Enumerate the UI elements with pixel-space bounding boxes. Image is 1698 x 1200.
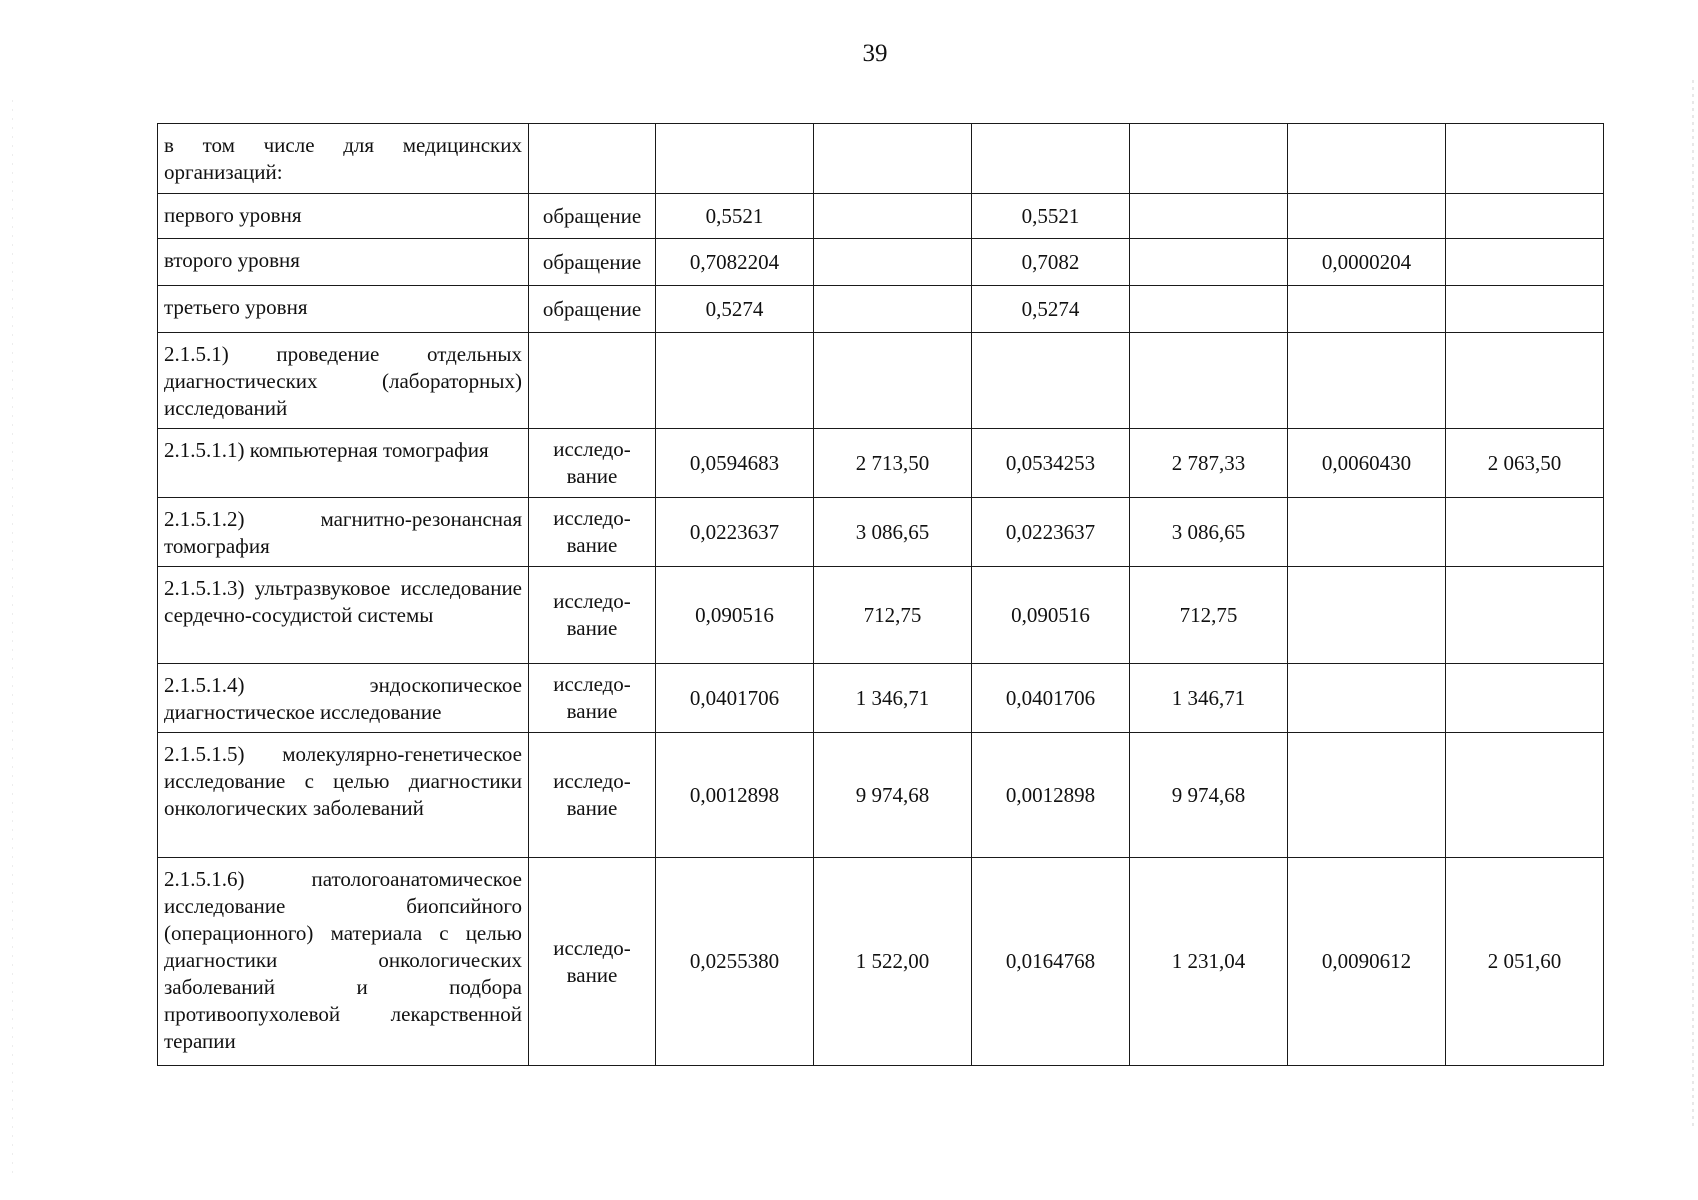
value-cell xyxy=(1288,498,1446,567)
value-cell: 0,090516 xyxy=(972,567,1130,664)
value-cell xyxy=(1446,664,1604,733)
row-name-cell xyxy=(158,664,529,733)
row-unit-cell: исследо-вание xyxy=(529,429,656,498)
value-cell xyxy=(1288,286,1446,333)
row-name-cell xyxy=(158,567,529,664)
value-cell: 712,75 xyxy=(814,567,972,664)
row-name: 2.1.5.1.6) патологоанатомическое исследование биопсийного (операционного) материала с целью диагностики онкологических заболеваний и подбора противоопухолевой лекарственной терапии xyxy=(164,867,522,1053)
table-row xyxy=(158,498,1604,567)
value-cell xyxy=(1288,333,1446,429)
row-name-cell xyxy=(158,858,529,1066)
row-name: 2.1.5.1.2) магнитно-резонансная томография xyxy=(164,507,522,558)
row-name: 2.1.5.1.4) эндоскопическое диагностическое исследование xyxy=(164,673,522,724)
table-row xyxy=(158,194,1604,239)
value-cell xyxy=(814,194,972,239)
table-row xyxy=(158,239,1604,286)
value-cell: 0,0090612 xyxy=(1288,858,1446,1066)
row-name: второго уровня xyxy=(164,248,300,272)
value-cell: 0,0401706 xyxy=(656,664,814,733)
value-cell: 3 086,65 xyxy=(814,498,972,567)
row-name-cell xyxy=(158,239,529,286)
value-cell: 2 713,50 xyxy=(814,429,972,498)
row-name: 2.1.5.1) проведение отдельных диагностических (лабораторных) исследований xyxy=(164,342,522,420)
row-unit-cell xyxy=(529,333,656,429)
value-cell xyxy=(1130,194,1288,239)
scan-edge-right xyxy=(1692,80,1694,1130)
row-name-cell xyxy=(158,124,529,194)
value-cell: 0,5521 xyxy=(972,194,1130,239)
value-cell: 1 346,71 xyxy=(814,664,972,733)
row-name: в том числе для медицинских организаций: xyxy=(164,133,522,184)
row-name-cell xyxy=(158,429,529,498)
value-cell: 1 346,71 xyxy=(1130,664,1288,733)
value-cell xyxy=(1288,664,1446,733)
value-cell: 0,5274 xyxy=(972,286,1130,333)
value-cell: 9 974,68 xyxy=(814,733,972,858)
value-cell: 1 231,04 xyxy=(1130,858,1288,1066)
value-cell: 0,7082 xyxy=(972,239,1130,286)
value-cell xyxy=(1288,567,1446,664)
value-cell xyxy=(1446,194,1604,239)
value-cell xyxy=(1288,733,1446,858)
row-name-cell xyxy=(158,286,529,333)
value-cell: 0,0223637 xyxy=(656,498,814,567)
value-cell xyxy=(1446,567,1604,664)
row-unit-cell: исследо-вание xyxy=(529,498,656,567)
scan-edge-left xyxy=(12,100,13,1180)
value-cell xyxy=(1446,124,1604,194)
row-name-cell xyxy=(158,333,529,429)
value-cell xyxy=(1446,733,1604,858)
value-cell xyxy=(814,286,972,333)
row-unit-cell: исследо-вание xyxy=(529,858,656,1066)
value-cell: 0,5521 xyxy=(656,194,814,239)
value-cell xyxy=(1130,286,1288,333)
value-cell xyxy=(814,239,972,286)
value-cell: 2 063,50 xyxy=(1446,429,1604,498)
value-cell: 0,090516 xyxy=(656,567,814,664)
table-row xyxy=(158,567,1604,664)
row-name: 2.1.5.1.3) ультразвуковое исследование сердечно-сосудистой системы xyxy=(164,576,522,627)
row-name: 2.1.5.1.1) компьютерная томография xyxy=(164,438,489,462)
row-name: 2.1.5.1.5) молекулярно-генетическое исследование с целью диагностики онкологических заболеваний xyxy=(164,742,522,820)
value-cell: 0,0534253 xyxy=(972,429,1130,498)
row-unit-cell: обращение xyxy=(529,194,656,239)
value-cell: 712,75 xyxy=(1130,567,1288,664)
table-row xyxy=(158,429,1604,498)
value-cell: 2 051,60 xyxy=(1446,858,1604,1066)
table-row xyxy=(158,858,1604,1066)
table-row xyxy=(158,664,1604,733)
value-cell: 0,0000204 xyxy=(1288,239,1446,286)
value-cell: 0,0594683 xyxy=(656,429,814,498)
value-cell: 0,7082204 xyxy=(656,239,814,286)
row-unit-cell xyxy=(529,124,656,194)
data-table xyxy=(157,123,1604,1066)
value-cell xyxy=(1288,124,1446,194)
value-cell: 3 086,65 xyxy=(1130,498,1288,567)
value-cell: 0,0060430 xyxy=(1288,429,1446,498)
row-name-cell xyxy=(158,194,529,239)
row-unit-cell: исследо-вание xyxy=(529,733,656,858)
value-cell: 0,0255380 xyxy=(656,858,814,1066)
value-cell xyxy=(1130,124,1288,194)
table-row xyxy=(158,733,1604,858)
value-cell xyxy=(1446,498,1604,567)
row-unit-cell: обращение xyxy=(529,239,656,286)
value-cell: 0,0012898 xyxy=(656,733,814,858)
value-cell xyxy=(1446,239,1604,286)
value-cell: 0,0401706 xyxy=(972,664,1130,733)
value-cell xyxy=(814,333,972,429)
value-cell xyxy=(1130,333,1288,429)
table-row xyxy=(158,124,1604,194)
value-cell: 0,0223637 xyxy=(972,498,1130,567)
row-unit-cell: исследо-вание xyxy=(529,664,656,733)
table-row xyxy=(158,333,1604,429)
page-number: 39 xyxy=(862,40,888,67)
value-cell: 0,5274 xyxy=(656,286,814,333)
value-cell xyxy=(814,124,972,194)
value-cell xyxy=(1446,286,1604,333)
row-name: первого уровня xyxy=(164,203,302,227)
value-cell: 9 974,68 xyxy=(1130,733,1288,858)
row-name-cell xyxy=(158,498,529,567)
value-cell: 1 522,00 xyxy=(814,858,972,1066)
value-cell xyxy=(1130,239,1288,286)
row-unit-cell: обращение xyxy=(529,286,656,333)
value-cell xyxy=(1288,194,1446,239)
value-cell: 2 787,33 xyxy=(1130,429,1288,498)
value-cell xyxy=(1446,333,1604,429)
table-row xyxy=(158,286,1604,333)
row-unit-cell: исследо-вание xyxy=(529,567,656,664)
row-name-cell xyxy=(158,733,529,858)
value-cell xyxy=(972,124,1130,194)
value-cell: 0,0012898 xyxy=(972,733,1130,858)
row-name: третьего уровня xyxy=(164,295,308,319)
value-cell: 0,0164768 xyxy=(972,858,1130,1066)
value-cell xyxy=(656,124,814,194)
value-cell xyxy=(972,333,1130,429)
value-cell xyxy=(656,333,814,429)
